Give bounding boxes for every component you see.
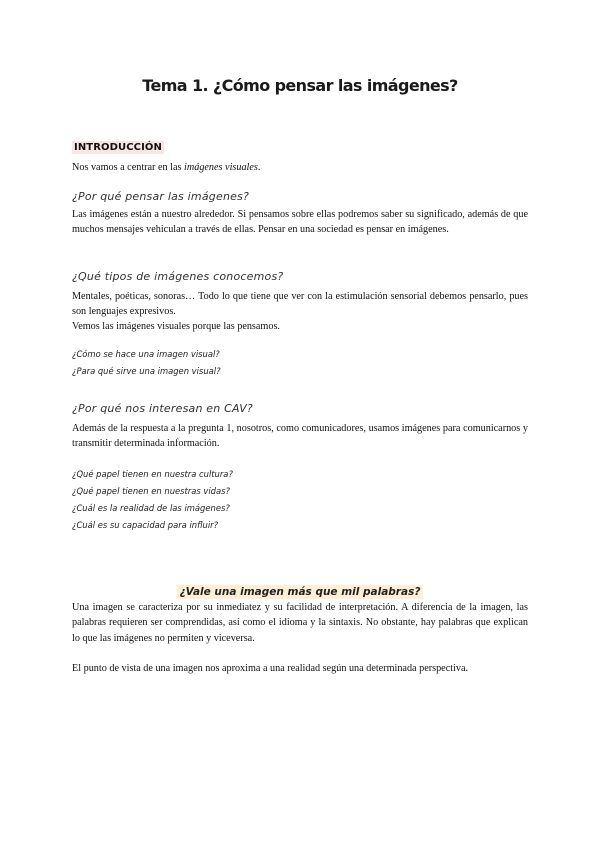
page-title: Tema 1. ¿Cómo pensar las imágenes? (142, 76, 458, 95)
section4-question-text: ¿Vale una imagen más que mil palabras? (177, 585, 424, 599)
intro-heading: INTRODUCCIÓN (74, 142, 163, 153)
section4-paragraph: Una imagen se caracteriza por su inmediatez y su facilidad de interpretación. A diferencia de la imagen, las palabras requieren ser comprendidas, así como el idioma y la sintaxis. No obstante, hay palabras que explican lo que las imágenes no permiten y viceversa. (72, 602, 528, 644)
section2-subquestions (72, 346, 221, 380)
section1-paragraph: Las imágenes están a nuestro alrededor. Si pensamos sobre ellas podremos saber su significado, además de que muchos mensajes vehiculan a través de ellas. Pensar en una sociedad es pensar en imágenes. (72, 209, 528, 236)
subquestion-item: ¿Cómo se hace una imagen visual? (72, 349, 220, 359)
section4-question (0, 582, 600, 600)
section3-subquestions (72, 466, 233, 534)
subquestion-item: ¿Cuál es su capacidad para influir? (72, 520, 219, 530)
section3-paragraph: Además de la respuesta a la pregunta 1, nosotros, como comunicadores, usamos imágenes para comunicarnos y transmitir determinada información. (72, 423, 528, 450)
section2-paragraph: Mentales, poéticas, sonoras… Todo lo que tiene que ver con la estimulación sensorial debemos pensarlo, pues son lenguajes expresivos. (72, 291, 528, 318)
intro-text-after: . (257, 162, 261, 173)
intro-text-before: Nos vamos a centrar en las (72, 162, 185, 173)
subquestion-item: ¿Cuál es la realidad de las imágenes? (72, 503, 230, 513)
intro-paragraph (72, 160, 528, 175)
section2-paragraph-2: Vemos las imágenes visuales porque las pensamos. (72, 321, 280, 332)
section2-question: ¿Qué tipos de imágenes conocemos? (72, 270, 284, 283)
intro-text-emphasis: imágenes visuales (184, 162, 258, 173)
section4-paragraph-2: El punto de vista de una imagen nos aproxima a una realidad según una determinada perspectiva. (72, 663, 469, 674)
subquestion-item: ¿Para qué sirve una imagen visual? (72, 366, 221, 376)
section3-question: ¿Por qué nos interesan en CAV? (72, 402, 253, 415)
subquestion-item: ¿Qué papel tienen en nuestra cultura? (72, 469, 233, 479)
subquestion-item: ¿Qué papel tienen en nuestras vidas? (72, 486, 230, 496)
section1-question: ¿Por qué pensar las imágenes? (72, 190, 250, 203)
